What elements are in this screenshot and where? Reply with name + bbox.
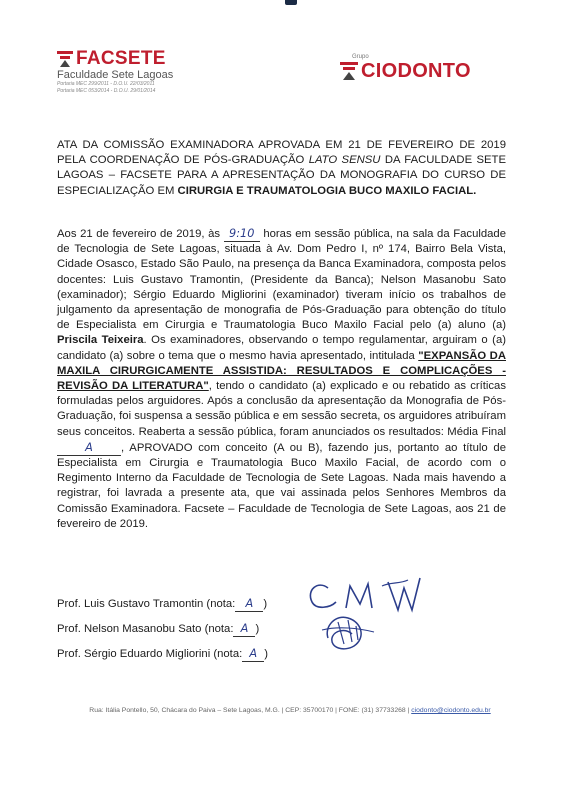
facsete-subtitle: Faculdade Sete Lagoas bbox=[57, 69, 174, 81]
signature-block bbox=[57, 596, 506, 671]
facsete-fine-print-2: Portaria MEC 053/2014 - D.O.U. 29/01/2014 bbox=[57, 88, 156, 94]
facsete-fine-print-1: Portaria MEC 299/2011 - D.O.U. 22/03/2011 bbox=[57, 81, 155, 87]
examiner-1-label: Prof. Luis Gustavo Tramontin (nota: bbox=[57, 598, 236, 610]
ciodonto-emblem-icon bbox=[340, 61, 358, 81]
ciodonto-group-label: Grupo bbox=[352, 54, 369, 60]
signature-line-2 bbox=[57, 621, 506, 646]
scan-mark bbox=[285, 0, 297, 5]
header-prefix: ATA DA COMISSÃO EXAMINADORA APROVADA EM 21 DE FEVEREIRO DE 2019 PELA COORDENAÇÃO DE PÓS-GRADUAÇÃO bbox=[57, 139, 506, 167]
final-grade: A bbox=[57, 440, 121, 456]
handwritten-signature-2 bbox=[318, 608, 378, 654]
minutes-header bbox=[57, 138, 506, 199]
header-course: CIRURGIA E TRAUMATOLOGIA BUCO MAXILO FACIAL. bbox=[177, 184, 477, 197]
header-lato-sensu: LATO SENSU bbox=[308, 154, 381, 167]
student-name: Priscila Teixeira bbox=[57, 334, 144, 347]
minutes-body bbox=[57, 226, 506, 532]
body-p5: , APROVADO com conceito (A ou B), fazendo jus, portanto ao título de Especialista em Cirurgia e Traumatologia Buco Maxilo Facial, de acordo com o Regimento Interno da Faculdade de Tecnologia de Sete Lagoas. Nada mais havendo a registrar, foi lavrada a presente ata, que vai assinada pelos Senhores Membros da Comissão Examinadora. Facsete – Faculdade de Tecnologia de Sete Lagoas, aos 21 de fevereiro de 2019. bbox=[57, 441, 506, 530]
footer-address: Rua: Itália Pontello, 50, Chácara do Paiva – Sete Lagoas, M.G. | CEP: 35700170 | FONE: (31) 37733268 | bbox=[89, 707, 412, 714]
examiner-3-grade: A bbox=[242, 646, 264, 662]
ciodonto-logo bbox=[340, 54, 520, 81]
examiner-2-grade: A bbox=[233, 621, 255, 637]
facsete-emblem-icon bbox=[57, 50, 73, 68]
signature-line-3 bbox=[57, 646, 506, 671]
examiner-3-label: Prof. Sérgio Eduardo Migliorini (nota: bbox=[57, 648, 243, 660]
body-p2: horas em sessão pública, na sala da Faculdade de Tecnologia de Sete Lagoas, situada à Av. Dom Pedro I, nº 174, Bairro Bela Vista, Cidade Osasco, Estado São Paulo, na presença da Banca Examinadora, composta pelos docentes: Luis Gustavo Tramontin, (Presidente da Banca); Nelson Masanobu Sato (examinador); Sérgio Eduardo Migliorini (examinador) tiveram início os trabalhos de julgamento da apresentação de monografia de Pós-Graduação para obtenção do título de Especialista em Cirurgia e Traumatologia Buco Maxilo Facial pelo (a) aluno (a) bbox=[57, 228, 506, 332]
monograph-title: "EXPANSÃO DA MAXILA CIRURGICAMENTE ASSISTIDA: RESULTADOS E COMPLICAÇÕES - REVISÃO DA LITERATURA" bbox=[57, 349, 506, 393]
footer bbox=[60, 707, 520, 714]
facsete-name: FACSETE bbox=[76, 48, 166, 69]
header-middle: DA FACULDADE SETE LAGOAS – FACSETE PARA A APRESENTAÇÃO DA MONOGRAFIA DO CURSO DE ESPECIALIZAÇÃO EM bbox=[57, 154, 506, 197]
examiner-1-close: ) bbox=[263, 598, 268, 610]
ciodonto-name: CIODONTO bbox=[361, 60, 471, 82]
body-p1: Aos 21 de fevereiro de 2019, às bbox=[57, 228, 224, 240]
footer-email[interactable]: ciodonto@ciodonto.edu.br bbox=[411, 707, 491, 714]
handwritten-time: 9:10 bbox=[224, 226, 260, 242]
body-p3: . Os examinadores, observando o tempo regulamentar, arguiram o (a) candidato (a) sobre o tema que o mesmo havia apresentado, intitulada bbox=[57, 334, 506, 362]
examiner-1-grade: A bbox=[235, 596, 263, 612]
body-p4: , tendo o candidato (a) explicado e ou rebatido as críticas formuladas pelos arguidores. Após a conclusão da apresentação da Monografia de Pós-Graduação, foi suspensa a sessão pública e em sessão secreta, os arguidores atribuíram seus conceitos. Reaberta a sessão pública, foram anunciados os resultados: Média Final bbox=[57, 380, 506, 438]
signature-line-1 bbox=[57, 596, 506, 621]
examiner-2-label: Prof. Nelson Masanobu Sato (nota: bbox=[57, 623, 234, 635]
facsete-logo bbox=[57, 50, 207, 95]
examiner-2-close: ) bbox=[255, 623, 260, 635]
examiner-3-close: ) bbox=[264, 648, 269, 660]
